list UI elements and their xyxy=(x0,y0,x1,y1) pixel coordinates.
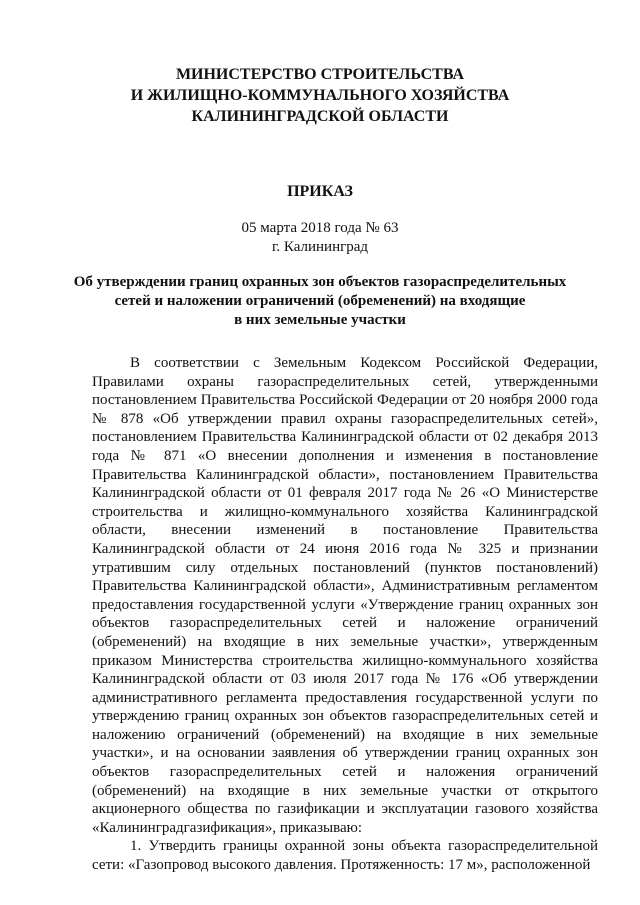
order-city: г. Калининград xyxy=(271,239,369,255)
order-date-number: 05 марта 2018 года № 63 xyxy=(241,220,399,236)
ministry-line-1: МИНИСТЕРСТВО СТРОИТЕЛЬСТВА xyxy=(175,66,465,83)
subject-line-1: Об утверждении границ охранных зон объектов газораспределительных xyxy=(73,274,567,290)
order-meta xyxy=(0,219,640,257)
preamble-paragraph: В соответствии с Земельным Кодексом Российской Федерации, Правилами охраны газораспределительных сетей, утвержденными постановлением Правительства Российской Федерации от 20 ноября 2000 года № 878 «Об утверждении правил охраны газораспределительных сетей», постановлением Правительства Калининградской области от 02 декабря 2013 года № 871 «О внесении дополнения и изменения в постановление Правительства Калининградской области», постановлением Правительства Калининградской области от 01 февраля 2017 года № 26 «О Министерстве строительства и жилищно-коммунального хозяйства Калининградской области, внесении изменений в постановление Правительства Калининградской области от 24 июня 2016 года № 325 и признании утратившим силу отдельных постановлений (пунктов постановлений) Правительства Калининградской области», Административным регламентом предоставления государственной услуги «Утверждение границ охранных зон объектов газораспределительных сетей и наложение ограничений (обременений) на входящие в них земельные участки», утвержденным приказом Министерства строительства жилищно-коммунального хозяйства Калининградской области от 03 июля 2017 года № 176 «Об утверждении административного регламента предоставления государственной услуги по утверждению границ охранных зон объектов газораспределительных сетей и наложению ограничений (обременений) на входящие в них земельные участки», и на основании заявления об утверждении границ охранных зон объектов газораспределительных сетей и наложения ограничений (обременений) на входящие в них земельные участки от открытого акционерного общества по газификации и эксплуатации газового хозяйства «Калининградгазификация», приказываю: xyxy=(92,355,598,836)
order-title: ПРИКАЗ xyxy=(287,183,353,200)
item-1-paragraph: 1. Утвердить границы охранной зоны объекта газораспределительной сети: «Газопровод высокого давления. Протяженность: 17 м», расположенной xyxy=(92,838,598,874)
subject-line-3: в них земельные участки xyxy=(234,312,406,328)
ministry-line-2: И ЖИЛИЩНО-КОММУНАЛЬНОГО ХОЗЯЙСТВА xyxy=(130,87,510,104)
order-body xyxy=(92,354,598,875)
order-subject xyxy=(0,273,640,330)
ministry-name xyxy=(0,64,640,127)
ministry-line-3: КАЛИНИНГРАДСКОЙ ОБЛАСТИ xyxy=(191,108,449,125)
subject-line-2: сетей и наложении ограничений (обременений) на входящие xyxy=(114,293,526,309)
